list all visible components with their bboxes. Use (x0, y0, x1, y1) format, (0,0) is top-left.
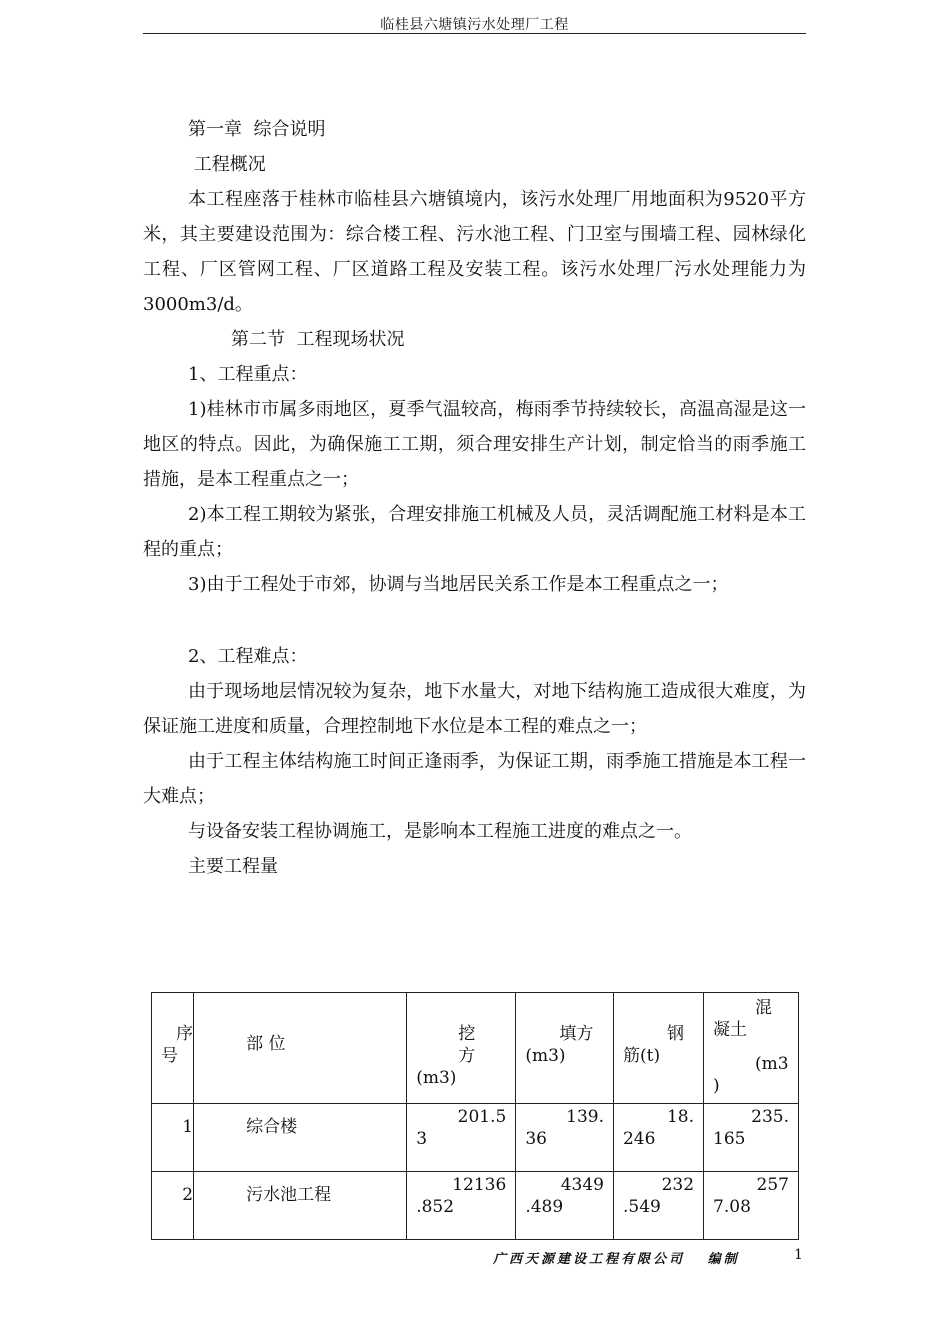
footer-company: 广西天源建设工程有限公司 编制 (493, 1252, 740, 1267)
difficulties-title: 2、工程难点： (188, 646, 308, 667)
row-concrete (704, 1104, 799, 1172)
header-concrete (704, 993, 799, 1104)
row-seq-value: 1 (182, 1117, 194, 1137)
header-excavation-unit: (m3) (416, 1068, 457, 1088)
header-concrete-part4: ) (713, 1076, 720, 1096)
header-fill-unit: (m3) (525, 1046, 566, 1066)
header-seq (152, 993, 194, 1104)
row-fill-line1: 139. (566, 1107, 604, 1127)
quantities-table (151, 992, 799, 1240)
row-excavation-line2: 3 (416, 1129, 428, 1149)
row-excavation-line2: .852 (416, 1197, 455, 1217)
row-seq-value: 2 (182, 1185, 194, 1205)
header-excavation-label: 挖 方 (458, 1024, 482, 1066)
page-header-title: 临桂县六塘镇污水处理厂工程 (380, 17, 569, 33)
row-rebar-line1: 18. (666, 1107, 695, 1127)
header-divider (143, 33, 806, 34)
row-rebar (613, 1104, 703, 1172)
header-fill (516, 993, 614, 1104)
row-seq (152, 1172, 194, 1240)
header-excavation (407, 993, 516, 1104)
row-name (194, 1172, 407, 1240)
header-location (194, 993, 407, 1104)
header-rebar-part1: 钢 (666, 1024, 684, 1044)
row-fill (516, 1104, 614, 1172)
row-concrete-line2: 7.08 (713, 1197, 751, 1217)
quantities-title: 主要工程量 (188, 856, 278, 877)
header-seq-part1: 序 (176, 1024, 194, 1044)
row-rebar (613, 1172, 703, 1240)
header-fill-label: 填方 (559, 1024, 594, 1044)
row-name (194, 1104, 407, 1172)
table-row (152, 1104, 799, 1172)
header-concrete-part1: 混 (755, 998, 773, 1018)
chapter-title: 第一章 综合说明 (188, 119, 326, 140)
key-points-title: 1、工程重点： (188, 364, 308, 385)
row-name-value: 综合楼 (246, 1117, 298, 1137)
table-row (152, 1172, 799, 1240)
key-point-3: 3)由于工程处于市郊，协调与当地居民关系工作是本工程重点之一； (188, 574, 729, 595)
row-excavation-line1: 12136 (452, 1175, 507, 1195)
row-excavation-line1: 201.5 (457, 1107, 507, 1127)
row-seq (152, 1104, 194, 1172)
row-excavation (407, 1172, 516, 1240)
page-number: 1 (794, 1247, 803, 1263)
overview-title: 工程概况 (188, 154, 266, 175)
row-fill-line2: 36 (525, 1129, 547, 1149)
header-location-label: 部 位 (246, 1034, 286, 1054)
row-fill-line1: 4349 (560, 1175, 604, 1195)
row-rebar-line2: 246 (622, 1129, 656, 1149)
row-name-value: 污水池工程 (246, 1185, 332, 1205)
section2-title: 第二节 工程现场状况 (231, 329, 405, 350)
header-concrete-part2: 凝土 (713, 1020, 748, 1040)
key-point-2: 2)本工程工期较为紧张，合理安排施工机械及人员，灵活调配施工材料是本工程的重点； (143, 504, 806, 560)
row-excavation (407, 1104, 516, 1172)
header-rebar-part2: 筋(t) (622, 1046, 661, 1066)
document-body (143, 112, 806, 884)
row-concrete-line1: 257 (756, 1175, 789, 1195)
header-concrete-part3: (m3 (755, 1054, 789, 1074)
difficulty-3: 与设备安装工程协调施工，是影响本工程施工进度的难点之一。 (188, 821, 692, 842)
row-rebar-line2: .549 (622, 1197, 661, 1217)
difficulty-2: 由于工程主体结构施工时间正逢雨季，为保证工期，雨季施工措施是本工程一大难点； (143, 751, 806, 807)
header-seq-part2: 号 (161, 1046, 178, 1066)
key-point-1: 1)桂林市市属多雨地区，夏季气温较高，梅雨季节持续较长，高温高湿是这一地区的特点。因此，为确保施工工期，须合理安排生产计划，制定恰当的雨季施工措施，是本工程重点之一； (143, 399, 806, 490)
row-fill-line2: .489 (525, 1197, 564, 1217)
overview-paragraph: 本工程座落于桂林市临桂县六塘镇境内，该污水处理厂用地面积为9520平方米，其主要建设范围为：综合楼工程、污水池工程、门卫室与围墙工程、园林绿化工程、厂区管网工程、厂区道路工程及安装工程。该污水处理厂污水处理能力为3000m3/d。 (143, 189, 806, 315)
blank-line (143, 602, 806, 639)
row-concrete (704, 1172, 799, 1240)
row-concrete-line2: 165 (713, 1129, 746, 1149)
table-header-row (152, 993, 799, 1104)
row-concrete-line1: 235. (751, 1107, 789, 1127)
header-rebar (613, 993, 703, 1104)
row-fill (516, 1172, 614, 1240)
difficulty-1: 由于现场地层情况较为复杂，地下水量大，对地下结构施工造成很大难度，为保证施工进度和质量，合理控制地下水位是本工程的难点之一； (143, 681, 806, 737)
row-rebar-line1: 232 (661, 1175, 695, 1195)
